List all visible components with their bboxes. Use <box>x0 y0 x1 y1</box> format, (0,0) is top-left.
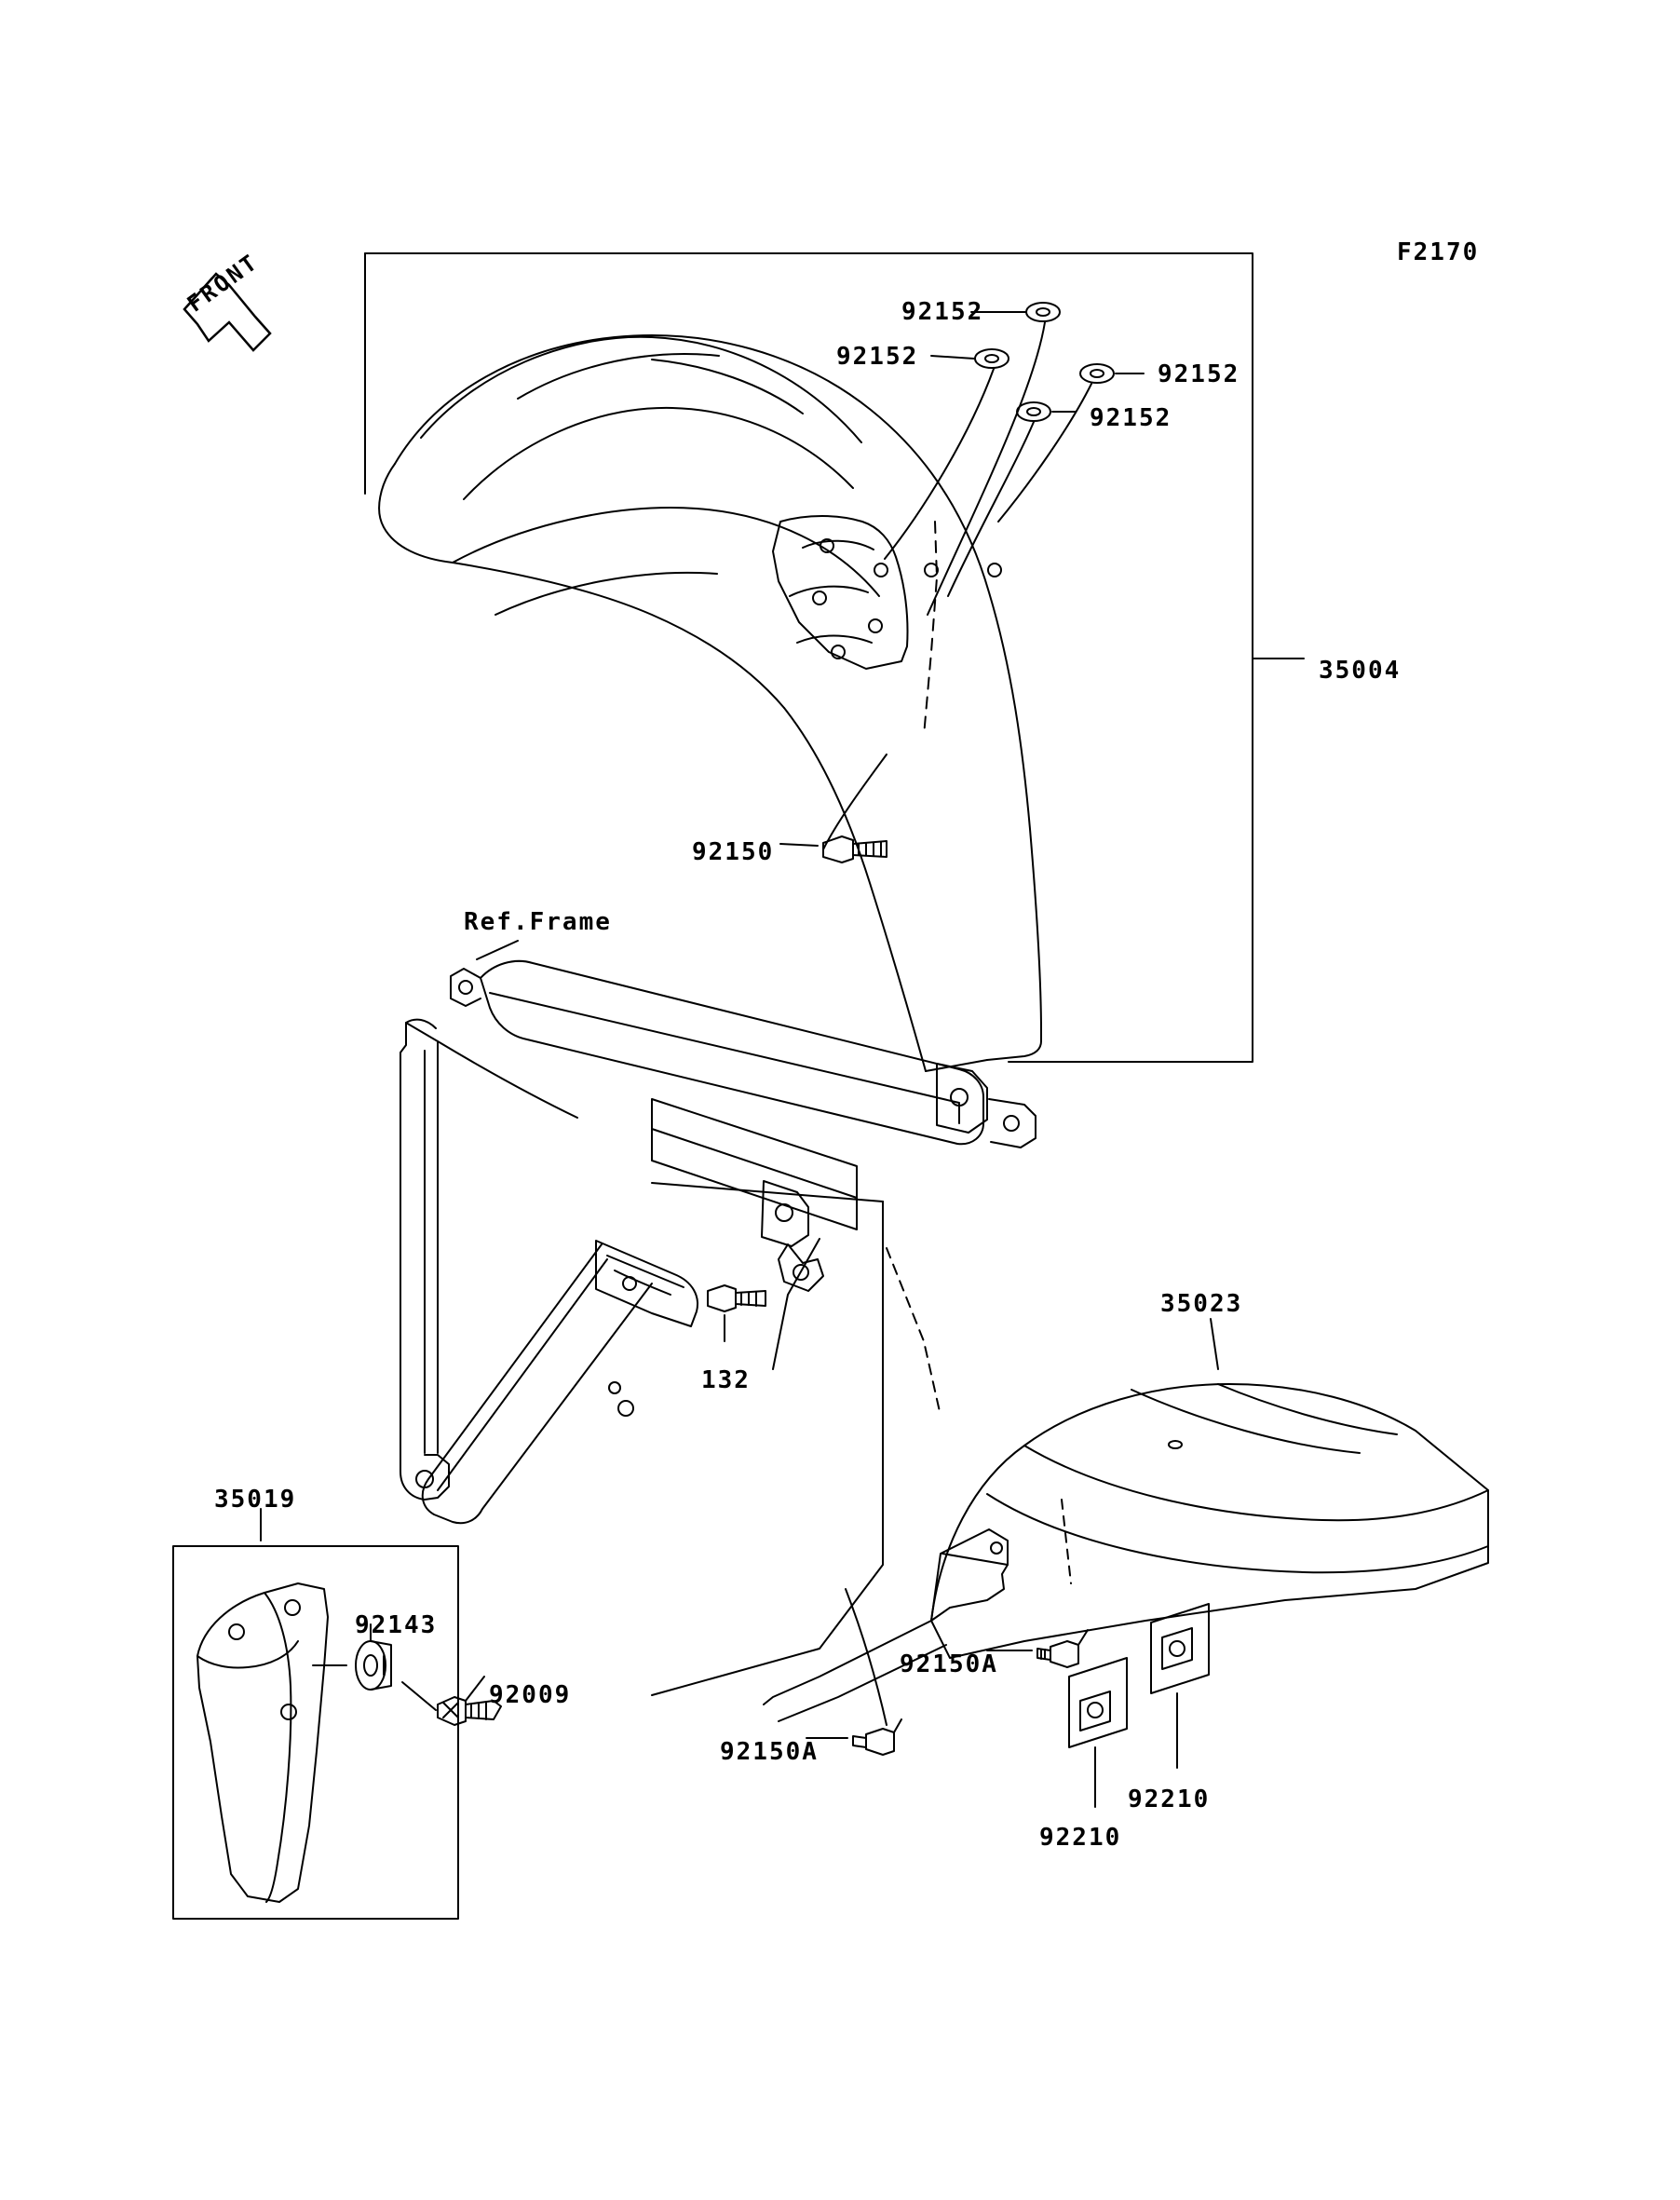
part-label-92150A-right[interactable]: 92150A <box>900 1650 998 1678</box>
reference-frame-label: Ref.Frame <box>464 908 612 936</box>
part-label-92009[interactable]: 92009 <box>489 1681 572 1709</box>
part-label-92152-c[interactable]: 92152 <box>1158 360 1240 388</box>
part-label-132[interactable]: 132 <box>701 1366 751 1394</box>
front-label: FRONT <box>183 248 264 318</box>
part-label-35019[interactable]: 35019 <box>214 1486 297 1514</box>
part-label-92152-b[interactable]: 92152 <box>836 343 919 371</box>
part-label-92143[interactable]: 92143 <box>355 1611 438 1639</box>
part-label-92210-left[interactable]: 92210 <box>1039 1824 1122 1852</box>
part-label-35023[interactable]: 35023 <box>1160 1290 1243 1318</box>
part-label-92150A-left[interactable]: 92150A <box>720 1738 819 1766</box>
sheet-code-label: F2170 <box>1397 238 1480 266</box>
part-label-92152-d[interactable]: 92152 <box>1090 404 1172 432</box>
part-label-92150[interactable]: 92150 <box>692 838 775 866</box>
part-label-92210-right[interactable]: 92210 <box>1128 1786 1211 1813</box>
part-label-35004[interactable]: 35004 <box>1319 657 1402 685</box>
part-label-92152-a[interactable]: 92152 <box>901 298 984 326</box>
